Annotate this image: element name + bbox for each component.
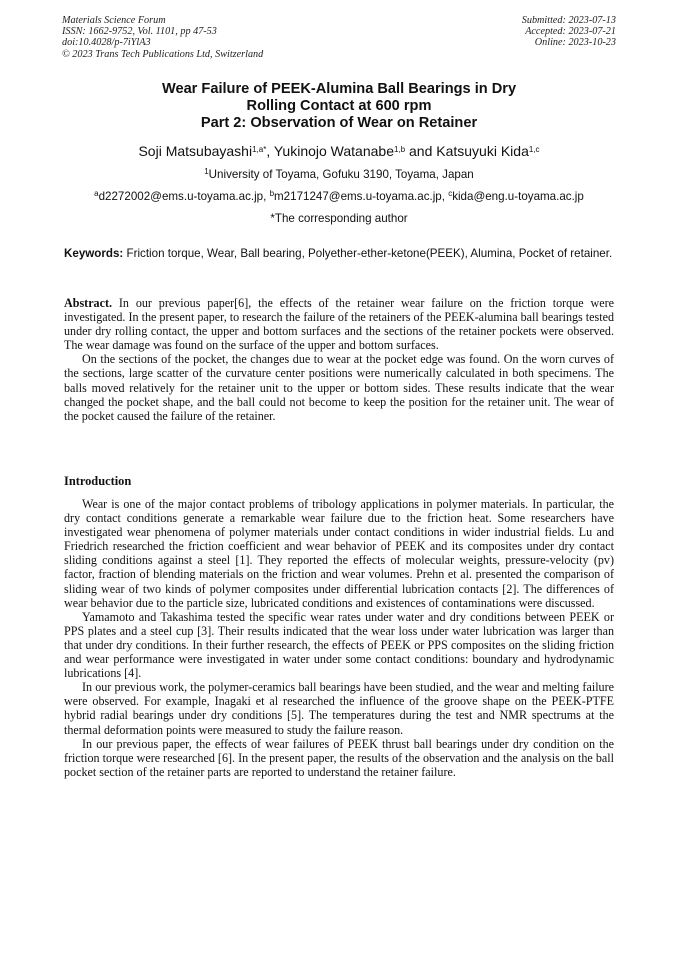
journal-header <box>62 15 263 60</box>
section-heading-introduction: Introduction <box>64 474 132 488</box>
keywords-text: Friction torque, Wear, Ball bearing, Polyether-ether-ketone(PEEK), Alumina, Pocket of retainer. <box>123 247 613 260</box>
author-3: Katsuyuki Kida <box>436 143 529 159</box>
introduction-body <box>64 497 614 779</box>
affiliation-text: University of Toyama, Gofuku 3190, Toyama, Japan <box>208 168 474 181</box>
email-mark-b: b <box>269 189 275 198</box>
online-date: Online: 2023-10-23 <box>534 37 616 49</box>
author-2: Yukinojo Watanabe <box>273 143 394 159</box>
author-1-marks: 1,a* <box>252 145 267 154</box>
intro-paragraph-4: In our previous paper, the effects of wear failures of PEEK thrust ball bearings under dry condition on the friction torque were researched [6]. In the present paper, the results of the observation and the analysis on the ball pocket section of the retainer parts are reported to understand the retainer failure. <box>64 736 614 779</box>
email-a: d2272002@ems.u-toyama.ac.jp, <box>98 190 270 203</box>
paper-title <box>62 81 616 132</box>
issn-line: ISSN: 1662-9752, Vol. 1101, pp 47-53 <box>62 26 217 38</box>
title-line-2: Rolling Contact at 600 rpm <box>246 98 432 114</box>
email-c: kida@eng.u-toyama.ac.jp <box>452 190 584 203</box>
journal-name: Materials Science Forum <box>62 15 166 26</box>
email-mark-a: a <box>94 189 99 198</box>
keywords <box>64 247 614 261</box>
copyright-line: © 2023 Trans Tech Publications Ltd, Switzerland <box>62 48 264 60</box>
keywords-label: Keywords: <box>64 247 124 260</box>
intro-paragraph-2: Yamamoto and Takashima tested the specific wear rates under water and dry conditions between PEEK or PPS plates and a steel cup [3]. Their results indicated that the wear loss under water lubrication was larger than that under dry conditions. In their further research, the effects of PEEK or PPS composites on the sliding friction and wear performance were investigated in water under some contact conditions: boundary and hydrodynamic lubrications [4]. <box>64 609 614 681</box>
author-list <box>40 142 638 160</box>
submitted-date: Submitted: 2023-07-13 <box>521 15 616 26</box>
email-mark-c: c <box>448 189 453 198</box>
author-3-marks: 1,c <box>528 145 540 154</box>
abstract-label: Abstract. <box>64 296 113 310</box>
affiliation-mark: 1 <box>204 167 209 176</box>
author-emails <box>40 190 638 204</box>
corresponding-author-note: *The corresponding author <box>270 212 408 225</box>
title-line-3: Part 2: Observation of Wear on Retainer <box>200 115 478 131</box>
author-separator: and <box>405 143 437 159</box>
affiliation <box>40 168 638 182</box>
title-line-1: Wear Failure of PEEK-Alumina Ball Bearings in Dry <box>161 81 517 97</box>
abstract <box>64 296 614 423</box>
intro-paragraph-3: In our previous work, the polymer-ceramics ball bearings have been studied, and the wear and melting failure were observed. For example, Inagaki et al researched the influence of the groove shape on the PEEK-PTFE hybrid radial bearings under dry conditions [5]. The temperatures during the test and NMR spectrums at the thermal deformation points were measured to study the failure reason. <box>64 680 614 737</box>
dates-header <box>522 15 616 49</box>
doi-line: doi:10.4028/p-7iYlA3 <box>62 37 151 49</box>
author-2-marks: 1,b <box>393 145 406 154</box>
author-1: Soji Matsubayashi <box>138 143 253 159</box>
email-b: m2171247@ems.u-toyama.ac.jp, <box>274 190 449 203</box>
abstract-paragraph-1: In our previous paper[6], the effects of the retainer wear failure on the friction torque were investigated. In the present paper, to research the failure of the retainers of the PEEK-alumina ball bearings tested under dry rolling contact, the upper and bottom surfaces and the sections of the retainer pockets were observed. The wear damage was found on the surface of the upper and bottom surfaces. <box>64 296 614 353</box>
intro-paragraph-1: Wear is one of the major contact problems of tribology applications in polymer materials. In particular, the dry contact conditions generate a remarkable wear failure due to the friction heat. Some researchers have investigated wear phenomena of polymer materials under contact conditions in wider industrial fields. Lu and Friedrich researched the friction coefficient and wear behavior of PEEK and its composites under dry contact sliding conditions against a steel [1]. They reported the effects of molecular weights, pressure-velocity (pv) factor, fraction of blending materials on the friction and wear volumes. Prehn et al. presented the comparison of sliding wear of two kinds of polymer composites under differential lubrication contacts [2]. The differences of wear behavior due to the particle size, lubricated conditions and existences of contaminations were discussed. <box>64 497 614 610</box>
accepted-date: Accepted: 2023-07-21 <box>525 26 616 38</box>
author-separator: , <box>266 143 274 159</box>
abstract-paragraph-2: On the sections of the pocket, the changes due to wear at the pocket edge was found. On the worn curves of the sections, large scatter of the curvature center positions were numerically calculated in both specimens. The balls moved relatively for the retainer unit to the upper or bottom sides. These results indicate that the wear changed the pocket shape, and the ball could not become to keep the position for the retainer unit. The wear of the pocket caused the failure of the retainer. <box>64 352 614 423</box>
